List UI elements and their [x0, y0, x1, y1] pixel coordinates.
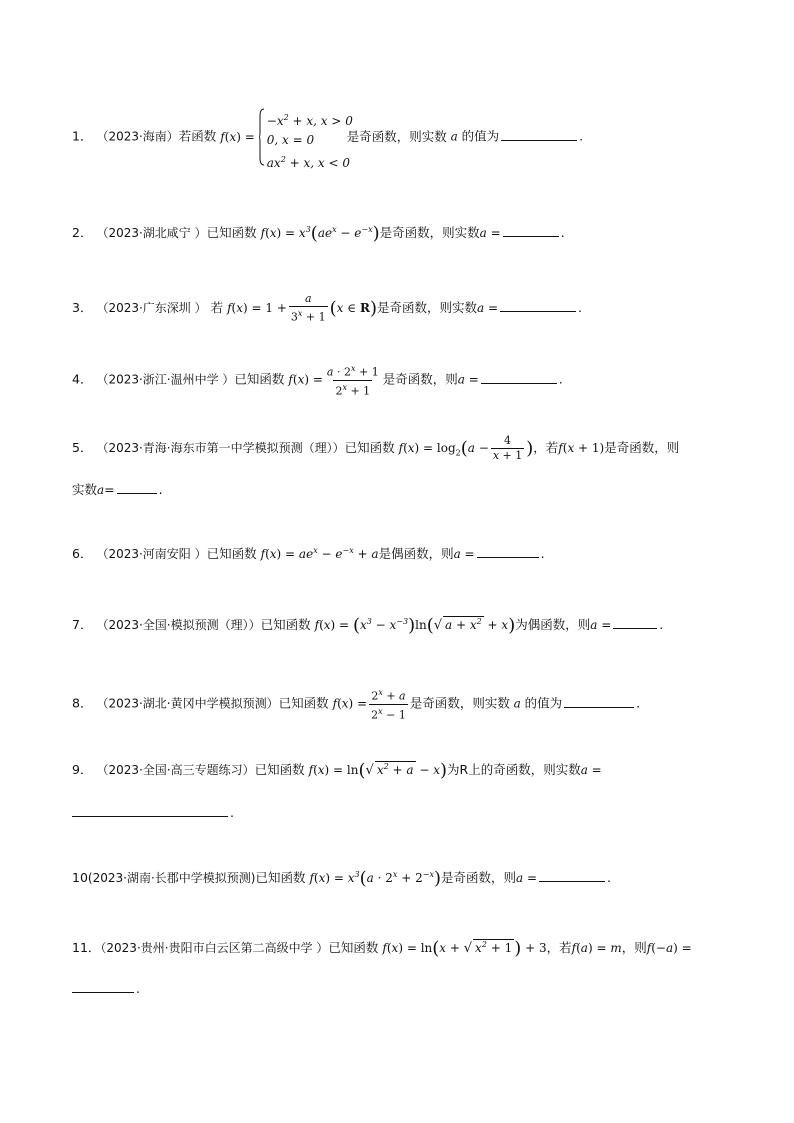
question-number: 2．	[72, 225, 93, 240]
question-source: （2023·全国·模拟预测（理））	[96, 618, 261, 632]
question-10: 10(2023·湖南·长郡中学模拟预测)已知函数 $f(x) = x^3(a \cdot 2^x + 2^{-x})$是奇函数，则a = .	[72, 868, 612, 889]
answer-blank[interactable]	[72, 980, 134, 993]
question-text: 已知函数	[278, 695, 329, 711]
formula: $f(x) = ae^x - e^{-x} + a$	[260, 546, 379, 561]
question-9: 9． （2023·全国·高三专题练习）已知函数 f(x) = ln(√ $x^2 + a - x$)为R上的奇函数，则实数a =	[72, 760, 602, 781]
question-5: 5． （2023·青海·海东市第一中学模拟预测（理））已知函数 $f(x) = \log_2(a$ − $\frac{4}{x + 1}$ )，若f(x + 1)是奇函数，则	[72, 434, 680, 462]
question-source: （2023·青海·海东市第一中学模拟预测（理））	[96, 441, 345, 455]
question-11-line2: .	[72, 980, 140, 996]
question-text: 已知函数	[255, 870, 306, 885]
answer-blank[interactable]	[500, 299, 576, 312]
formula: f(x) =	[332, 696, 368, 711]
piecewise-brace: $-x^2 + x$, x > 0 0, x = 0 $ax^2 + x$, x < 0	[259, 108, 339, 166]
question-text: 已知函数	[206, 225, 257, 240]
question-text: 已知函数	[206, 546, 257, 561]
formula: $f(x) = \log_2(a$ −	[398, 438, 489, 459]
question-number: 4．	[72, 371, 93, 387]
answer-blank[interactable]	[503, 224, 559, 237]
answer-blank[interactable]	[539, 869, 605, 882]
question-text: 若函数	[178, 128, 217, 144]
formula: $f(x) = x^3(ae^x - e^{-x})$	[260, 223, 380, 244]
question-4: 4． （2023·浙江·温州中学 ）已知函数 f(x) = $\frac{a \cdot 2^x + 1}{2^x + 1}$ 是奇函数，则a = .	[72, 364, 563, 398]
question-text: 已知函数	[344, 440, 395, 455]
question-source: （2023·贵州·贵阳市白云区第二高级中学 ）	[100, 941, 329, 955]
question-tail: 是奇函数，则实数	[346, 128, 447, 144]
question-number: 8．	[72, 695, 93, 711]
answer-blank[interactable]	[613, 616, 657, 629]
formula: $f(x) = x^3(a \cdot 2^x + 2^{-x})$	[309, 868, 441, 889]
question-source: （2023·广东深圳 ）	[96, 300, 207, 315]
question-source: (2023·湖南·长郡中学模拟预测)	[87, 871, 256, 885]
question-number: 10	[72, 870, 88, 885]
formula: f(x) = 1 +	[227, 300, 287, 315]
question-source: （2023·河南安阳 ）	[96, 547, 207, 561]
question-text: 已知函数	[260, 617, 311, 632]
question-text: 已知函数	[328, 940, 379, 955]
answer-blank[interactable]	[564, 695, 634, 708]
question-number: 9．	[72, 762, 93, 777]
question-7: 7． （2023·全国·模拟预测（理））已知函数 $f(x) = (x^3 - x^{-3})\ln(√$ $a + x^2 + x$)为偶函数，则a = .	[72, 615, 664, 636]
question-number: 5．	[72, 440, 93, 455]
question-6: 6． （2023·河南安阳 ）已知函数 $f(x) = ae^x - e^{-x} + a$是偶函数，则a = .	[72, 546, 545, 561]
question-source: （2023·浙江·温州中学 ）	[96, 372, 235, 387]
question-source: （2023·湖北咸宁 ）	[96, 226, 207, 240]
question-number: 3．	[72, 299, 93, 315]
question-source: （2023·海南）	[96, 129, 179, 144]
formula: $f(x) = (x^3 - x^{-3})\ln(√$ $a + x^2 + x$)	[314, 615, 516, 636]
answer-blank[interactable]	[477, 545, 539, 558]
formula: f(x) = ln(x + √ $x^2 + 1$ ) + 3	[382, 938, 547, 959]
question-number: 1．	[72, 128, 93, 144]
formula: f(x) =	[220, 130, 255, 144]
answer-blank[interactable]	[117, 481, 157, 494]
question-number: 7．	[72, 617, 93, 632]
question-text: 已知函数	[254, 762, 305, 777]
formula: f(x) =	[288, 372, 323, 387]
answer-blank[interactable]	[481, 371, 557, 384]
formula: f(x) = ln(√ $x^2 + a - x$)	[308, 760, 448, 781]
question-number: 6．	[72, 546, 93, 561]
question-source: （2023·全国·高三专题练习）	[96, 763, 255, 777]
question-1: 1． （2023·海南）若函数 f(x) = $-x^2 + x$, x > 0 0, x = 0 $ax^2 + x$, x < 0 是奇函数，则实数 a 的值为 .	[72, 108, 583, 166]
question-8: 8． （2023·湖北·黄冈中学模拟预测）已知函数 f(x) = $\frac{2^x + a}{2^x - 1}$ 是奇函数，则实数 a 的值为 .	[72, 688, 641, 722]
answer-blank[interactable]	[501, 128, 577, 141]
question-number: 11．	[72, 940, 101, 955]
question-text: 若	[210, 299, 224, 315]
question-text: 已知函数	[234, 371, 285, 387]
question-9-line2: .	[72, 804, 234, 820]
question-2: 2． （2023·湖北咸宁 ）已知函数 $f(x) = x^3(ae^x - e^{-x})$是奇函数，则实数a = .	[72, 223, 565, 244]
question-5-line2: 实数a= .	[72, 482, 163, 497]
question-3: 3． （2023·广东深圳 ） 若 f(x) = 1 + $\frac{a}{3^x + 1}$ (x ∈ R)是奇函数，则实数a = .	[72, 292, 582, 324]
brace-icon	[259, 108, 265, 166]
question-11: 11．（2023·贵州·贵阳市白云区第二高级中学 ）已知函数 f(x) = ln(x + √ $x^2 + 1$ ) + 3，若f(a) = m，则f(−a) =	[72, 938, 692, 959]
answer-blank[interactable]	[72, 804, 228, 817]
question-source: （2023·湖北·黄冈中学模拟预测）	[96, 696, 279, 711]
